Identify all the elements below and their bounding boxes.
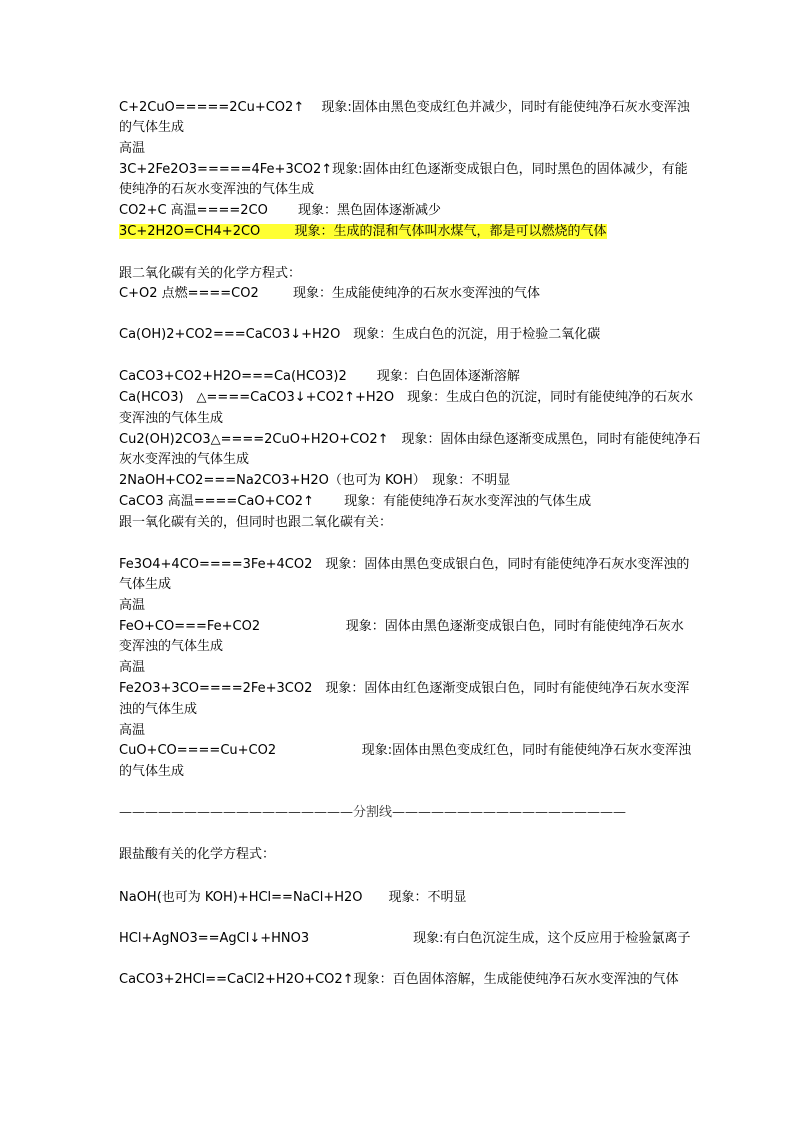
text-line: C+O2 点燃====CO2 现象：生成能使纯净的石灰水变浑浊的气体 [119,286,541,301]
highlight-mark: 3C+2H2O=CH4+2CO 现象：生成的混和气体叫水煤气，都是可以燃烧的气体 [119,224,607,239]
text-line: CaCO3+CO2+H2O===Ca(HCO3)2 现象：白色固体逐渐溶解 [119,369,520,384]
divider-line: ——————————————————分割线—————————————————— [119,805,627,820]
text-line: 的气体生成 [119,764,185,779]
text-line: Cu2(OH)2CO3△====2CuO+H2O+CO2↑ 现象：固体由绿色逐渐变成黑色，同时有能使纯净石 [119,432,701,447]
highlighted-line [119,222,607,242]
text-line: 高温 [119,598,146,613]
text-line: Ca(OH)2+CO2===CaCO3↓+H2O 现象：生成白色的沉淀，用于检验二氧化碳 [119,327,601,342]
text-line: 高温 [119,723,146,738]
text-line: Ca(HCO3) △====CaCO3↓+CO2↑+H2O 现象：生成白色的沉淀，同时有能使纯净的石灰水 [119,390,694,405]
text-line: FeO+CO===Fe+CO2 现象：固体由黑色逐渐变成银白色，同时有能使纯净石灰水 [119,619,684,634]
text-line: HCl+AgNO3==AgCl↓+HNO3 现象:有白色沉淀生成，这个反应用于检验氯离子 [119,931,691,946]
text-line: 浊的气体生成 [119,702,198,717]
text-line: CO2+C 高温====2CO 现象：黑色固体逐渐减少 [119,203,441,218]
text-line: Fe2O3+3CO====2Fe+3CO2 现象：固体由红色逐渐变成银白色，同时有能使纯净石灰水变浑 [119,681,690,696]
section-heading: 跟二氧化碳有关的化学方程式： [119,266,302,281]
text-line: CaCO3+2HCl==CaCl2+H2O+CO2↑现象：百色固体溶解，生成能使纯净石灰水变浑浊的气体 [119,972,679,987]
text-line: CuO+CO====Cu+CO2 现象:固体由黑色变成红色，同时有能使纯净石灰水变浑浊 [119,743,692,758]
text-line: 高温 [119,141,146,156]
text-line: 的气体生成 [119,120,185,135]
text-line: 变浑浊的气体生成 [119,411,224,426]
text-line: 气体生成 [119,577,172,592]
text-line: 3C+2Fe2O3=====4Fe+3CO2↑现象:固体由红色逐渐变成银白色，同时黑色的固体减少，有能 [119,162,688,177]
text-line: Fe3O4+4CO====3Fe+4CO2 现象：固体由黑色变成银白色，同时有能使纯净石灰水变浑浊的 [119,557,690,572]
section-heading: 跟盐酸有关的化学方程式： [119,847,276,862]
text-line: 高温 [119,660,146,675]
text-line: CaCO3 高温====CaO+CO2↑ 现象：有能使纯净石灰水变浑浊的气体生成 [119,494,592,509]
text-line: 使纯净的石灰水变浑浊的气体生成 [119,182,315,197]
text-line: 变浑浊的气体生成 [119,639,224,654]
text-line: C+2CuO=====2Cu+CO2↑ 现象:固体由黑色变成红色并减少，同时有能使纯净石灰水变浑浊 [119,100,690,115]
text-line: NaOH(也可为 KOH)+HCl==NaCl+H2O 现象：不明显 [119,890,467,905]
section-heading: 跟一氧化碳有关的，但同时也跟二氧化碳有关： [119,515,393,530]
text-line: 灰水变浑浊的气体生成 [119,452,250,467]
text-line: 2NaOH+CO2===Na2CO3+H2O（也可为 KOH） 现象：不明显 [119,473,511,488]
